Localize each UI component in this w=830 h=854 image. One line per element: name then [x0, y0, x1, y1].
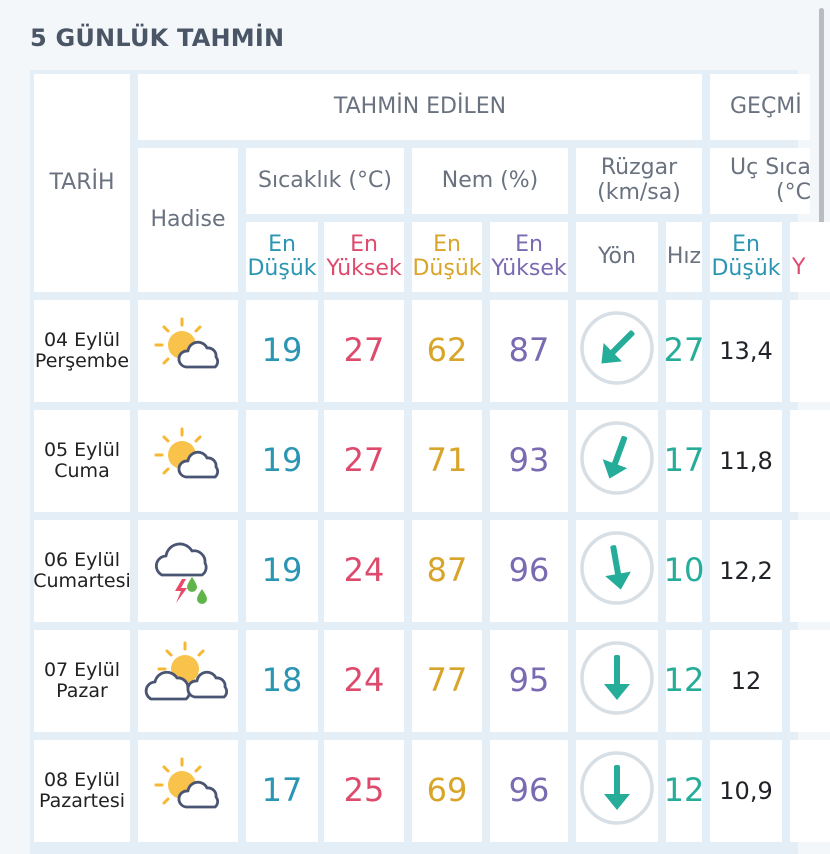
observed-min-value: 12	[710, 630, 782, 732]
temp-max-value: 27	[324, 410, 404, 512]
humidity-max-value: 96	[490, 740, 568, 842]
temp-min-value: 18	[246, 630, 318, 732]
header-weather: Hadise	[138, 148, 238, 292]
wind-direction-arrow-icon	[579, 640, 655, 723]
weather-cell	[138, 740, 238, 842]
sun-cloud-icon	[148, 423, 228, 500]
partly-cloudy-icon	[145, 643, 231, 720]
wind-direction-cell	[576, 300, 658, 402]
observed-max-value	[790, 520, 830, 622]
wind-direction-arrow-icon	[579, 750, 655, 833]
wind-direction-arrow-icon	[579, 310, 655, 393]
temp-min-value: 17	[246, 740, 318, 842]
thunderstorm-rain-icon	[148, 533, 228, 610]
header-wind: Rüzgar (km/sa)	[576, 148, 702, 214]
header-observed: GEÇMİ	[710, 74, 810, 140]
humidity-min-value: 77	[412, 630, 482, 732]
header-temp-min: En Düşük	[246, 222, 318, 292]
sun-cloud-icon	[148, 753, 228, 830]
date-text: 04 Eylül	[43, 329, 121, 352]
observed-min-value: 11,8	[710, 410, 782, 512]
temp-max-value: 25	[324, 740, 404, 842]
header-extreme-temp: Uç Sıca (°C	[710, 148, 810, 214]
date-text: 08 Eylül	[43, 769, 121, 792]
wind-speed-value: 10	[666, 520, 702, 622]
weekday-text: Pazartesi	[39, 790, 125, 812]
date-text: 06 Eylül	[43, 549, 121, 572]
weather-cell	[138, 630, 238, 732]
temp-max-value: 24	[324, 630, 404, 732]
observed-min-value: 12,2	[710, 520, 782, 622]
wind-direction-arrow-icon	[579, 420, 655, 503]
sun-cloud-icon	[148, 313, 228, 390]
observed-max-value	[790, 410, 830, 512]
observed-min-value: 10,9	[710, 740, 782, 842]
header-wind-speed: Hız	[666, 222, 702, 292]
humidity-max-value: 95	[490, 630, 568, 732]
weekday-text: Pazar	[56, 680, 108, 702]
observed-max-value	[790, 630, 830, 732]
humidity-min-value: 87	[412, 520, 482, 622]
weekday-text: Cumartesi	[33, 570, 131, 592]
wind-direction-cell	[576, 410, 658, 512]
humidity-min-value: 69	[412, 740, 482, 842]
date-cell	[34, 630, 130, 732]
wind-speed-value: 17	[666, 410, 702, 512]
date-cell	[34, 740, 130, 842]
weather-cell	[138, 520, 238, 622]
temp-max-value: 24	[324, 520, 404, 622]
humidity-max-value: 96	[490, 520, 568, 622]
weekday-text: Perşembe	[34, 350, 130, 372]
temp-min-value: 19	[246, 410, 318, 512]
humidity-min-value: 71	[412, 410, 482, 512]
forecast-table	[30, 70, 811, 854]
header-humidity-max: En Yüksek	[490, 222, 568, 292]
wind-direction-cell	[576, 520, 658, 622]
humidity-max-value: 93	[490, 410, 568, 512]
temp-max-value: 27	[324, 300, 404, 402]
wind-speed-value: 12	[666, 740, 702, 842]
date-cell	[34, 410, 130, 512]
weekday-text: Cuma	[54, 460, 110, 482]
header-date: TARİH	[34, 74, 130, 292]
observed-max-value	[790, 740, 830, 842]
observed-min-value: 13,4	[710, 300, 782, 402]
header-humidity-min: En Düşük	[412, 222, 482, 292]
weather-cell	[138, 410, 238, 512]
temp-min-value: 19	[246, 520, 318, 622]
header-temp-max: En Yüksek	[324, 222, 404, 292]
wind-direction-arrow-icon	[579, 530, 655, 613]
wind-speed-value: 27	[666, 300, 702, 402]
humidity-min-value: 62	[412, 300, 482, 402]
wind-direction-cell	[576, 630, 658, 732]
observed-max-value	[790, 300, 830, 402]
page-title: 5 GÜNLÜK TAHMİN	[30, 24, 285, 52]
header-temperature: Sıcaklık (°C)	[246, 148, 404, 214]
header-humidity: Nem (%)	[412, 148, 568, 214]
header-observed-max: Y	[790, 222, 830, 292]
date-text: 07 Eylül	[43, 659, 121, 682]
date-cell	[34, 300, 130, 402]
date-cell	[34, 520, 130, 622]
weather-cell	[138, 300, 238, 402]
header-wind-direction: Yön	[576, 222, 658, 292]
wind-direction-cell	[576, 740, 658, 842]
wind-speed-value: 12	[666, 630, 702, 732]
date-text: 05 Eylül	[43, 439, 121, 462]
header-forecast: TAHMİN EDİLEN	[138, 74, 702, 140]
temp-min-value: 19	[246, 300, 318, 402]
header-observed-min: En Düşük	[710, 222, 782, 292]
humidity-max-value: 87	[490, 300, 568, 402]
